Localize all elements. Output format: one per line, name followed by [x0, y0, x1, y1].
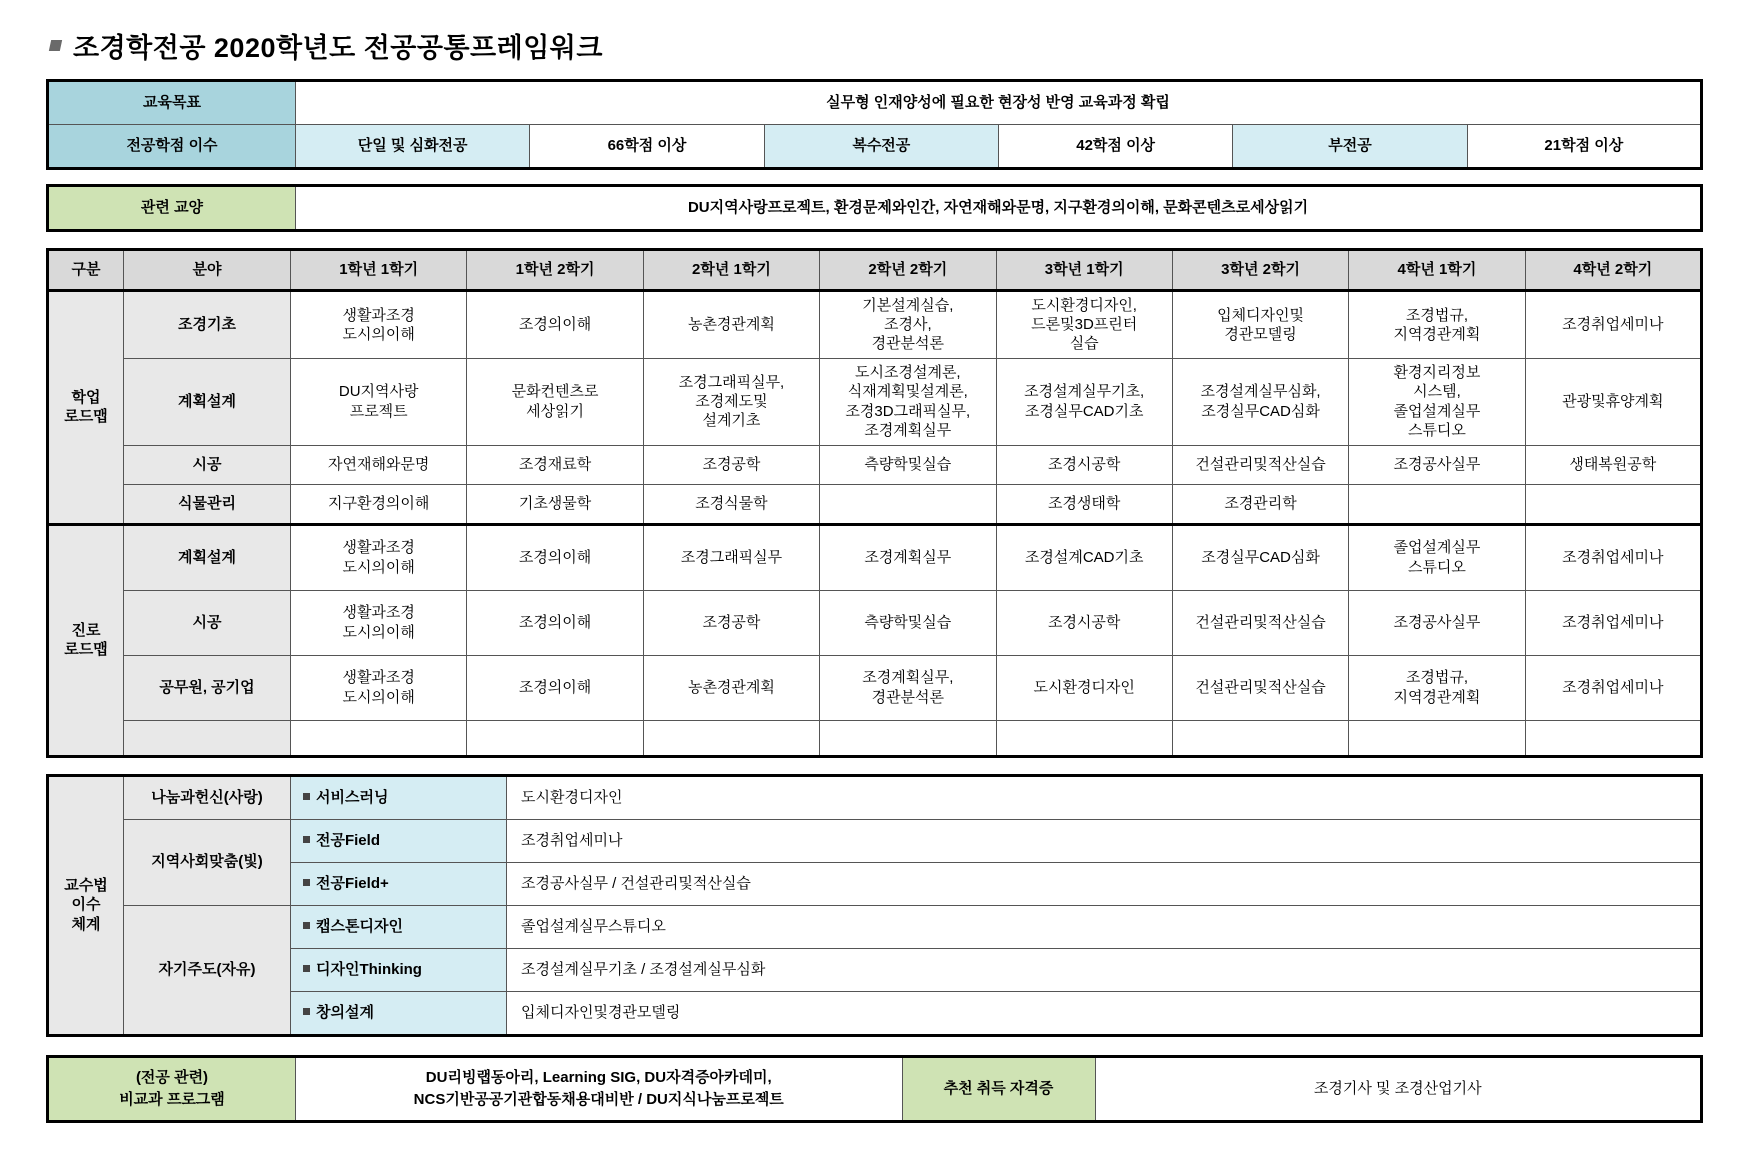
course-cell: 농촌경관계획 [643, 291, 819, 359]
course-cell: 조경취업세미나 [1525, 524, 1701, 590]
certification-value: 조경기사 및 조경산업기사 [1095, 1056, 1702, 1121]
course-cell: 측량학및실습 [820, 445, 996, 484]
header-gubun: 구분 [48, 250, 124, 291]
course-cell: 생활과조경 도시의이해 [291, 291, 467, 359]
page-title-text: 조경학전공 2020학년도 전공공통프레임워크 [73, 33, 603, 63]
table-row [48, 655, 1702, 720]
course-cell: 환경지리정보 시스템, 졸업설계실무 스튜디오 [1349, 358, 1525, 445]
credit-value-double: 42학점 이상 [998, 125, 1232, 169]
course-cell: 건설관리및적산실습 [1172, 655, 1348, 720]
course-cell: 조경시공학 [996, 445, 1172, 484]
teaching-tag [291, 991, 507, 1035]
course-cell: 건설관리및적산실습 [1172, 445, 1348, 484]
table-row [48, 445, 1702, 484]
course-cell: 생활과조경 도시의이해 [291, 524, 467, 590]
teaching-value: 졸업설계실무스튜디오 [507, 905, 1702, 948]
liberal-arts-label: 관련 교양 [48, 186, 296, 231]
field-label: 시공 [124, 590, 291, 655]
credits-label: 전공학점 이수 [48, 125, 296, 169]
extracurricular-label: (전공 관련) 비교과 프로그램 [48, 1056, 296, 1121]
course-cell: 졸업설계실무 스튜디오 [1349, 524, 1525, 590]
course-cell: 조경취업세미나 [1525, 590, 1701, 655]
course-cell: 조경의이해 [467, 291, 643, 359]
course-cell: 조경설계실무심화, 조경실무CAD심화 [1172, 358, 1348, 445]
teaching-tag-label: 서비스러닝 [316, 788, 389, 806]
teaching-tag [291, 948, 507, 991]
field-label: 식물관리 [124, 484, 291, 524]
course-cell: 조경식물학 [643, 484, 819, 524]
section-label-career: 진로 로드맵 [48, 524, 124, 756]
course-cell: 조경실무CAD심화 [1172, 524, 1348, 590]
course-cell: 조경재료학 [467, 445, 643, 484]
course-cell: 조경공학 [643, 590, 819, 655]
table-row [48, 1056, 1702, 1121]
header-y3s1: 3학년 1학기 [996, 250, 1172, 291]
course-cell [820, 720, 996, 756]
field-label: 조경기초 [124, 291, 291, 359]
course-cell: 생활과조경 도시의이해 [291, 590, 467, 655]
field-label: 시공 [124, 445, 291, 484]
table-row [48, 819, 1702, 862]
credit-type-minor: 부전공 [1233, 125, 1467, 169]
teaching-tag-label: 캡스톤디자인 [316, 917, 403, 935]
square-bullet-icon [303, 879, 310, 886]
extracurricular-programs: DU리빙랩동아리, Learning SIG, DU자격증아카데미, NCS기반공공기관합동채용대비반 / DU지식나눔프로젝트 [296, 1056, 903, 1121]
course-cell: 문화컨텐츠로 세상읽기 [467, 358, 643, 445]
goal-label: 교육목표 [48, 81, 296, 125]
field-label [124, 720, 291, 756]
teaching-group-label: 지역사회맞춤(빛) [124, 819, 291, 905]
teaching-tag-label: 창의설계 [316, 1003, 374, 1021]
header-y2s1: 2학년 1학기 [643, 250, 819, 291]
square-bullet-icon [303, 1008, 310, 1015]
course-cell: 지구환경의이해 [291, 484, 467, 524]
header-y4s1: 4학년 1학기 [1349, 250, 1525, 291]
course-cell: 조경설계실무기초, 조경실무CAD기초 [996, 358, 1172, 445]
teaching-tag-label: 디자인Thinking [316, 960, 422, 978]
teaching-tag [291, 862, 507, 905]
course-cell: 조경공학 [643, 445, 819, 484]
header-y4s2: 4학년 2학기 [1525, 250, 1701, 291]
field-label: 공무원, 공기업 [124, 655, 291, 720]
table-row [48, 720, 1702, 756]
table-row [48, 186, 1702, 231]
course-cell: 도시환경디자인 [996, 655, 1172, 720]
teaching-value: 조경취업세미나 [507, 819, 1702, 862]
footer-table [46, 1055, 1703, 1123]
table-row [48, 81, 1702, 125]
course-cell: 도시환경디자인, 드론및3D프린터 실습 [996, 291, 1172, 359]
table-row [48, 125, 1702, 169]
table-row [48, 905, 1702, 948]
course-cell: 조경의이해 [467, 655, 643, 720]
course-cell: 조경설계CAD기초 [996, 524, 1172, 590]
credit-value-minor: 21학점 이상 [1467, 125, 1701, 169]
course-cell [291, 720, 467, 756]
course-cell: 자연재해와문명 [291, 445, 467, 484]
course-cell: 조경공사실무 [1349, 590, 1525, 655]
table-row [48, 484, 1702, 524]
liberal-arts-table [46, 184, 1703, 232]
table-header-row [48, 250, 1702, 291]
header-y1s2: 1학년 2학기 [467, 250, 643, 291]
table-row [48, 524, 1702, 590]
course-cell: 조경그래픽실무, 조경제도및 설계기초 [643, 358, 819, 445]
course-cell: 생태복원공학 [1525, 445, 1701, 484]
course-cell: 도시조경설계론, 식재계획및설계론, 조경3D그래픽실무, 조경계획실무 [820, 358, 996, 445]
square-bullet-icon [303, 922, 310, 929]
header-y2s2: 2학년 2학기 [820, 250, 996, 291]
course-cell: 조경시공학 [996, 590, 1172, 655]
page-title [50, 26, 1703, 65]
teaching-group-label: 나눔과헌신(사랑) [124, 775, 291, 819]
square-bullet-icon [303, 793, 310, 800]
course-cell: 조경공사실무 [1349, 445, 1525, 484]
course-cell: 건설관리및적산실습 [1172, 590, 1348, 655]
course-cell: 입체디자인및 경관모델링 [1172, 291, 1348, 359]
course-cell: 조경법규, 지역경관계획 [1349, 291, 1525, 359]
course-cell: 조경취업세미나 [1525, 655, 1701, 720]
course-cell: 조경계획실무 [820, 524, 996, 590]
course-cell: 조경의이해 [467, 590, 643, 655]
bullet-icon [49, 40, 62, 51]
table-row [48, 862, 1702, 905]
credit-value-single: 66학점 이상 [530, 125, 764, 169]
course-cell: 측량학및실습 [820, 590, 996, 655]
teaching-tag [291, 775, 507, 819]
teaching-method-label: 교수법 이수 체계 [48, 775, 124, 1035]
teaching-tag-label: 전공Field [316, 831, 380, 849]
header-field: 분야 [124, 250, 291, 291]
course-cell [996, 720, 1172, 756]
teaching-tag-label: 전공Field+ [316, 874, 389, 892]
teaching-value: 입체디자인및경관모델링 [507, 991, 1702, 1035]
course-cell: 생활과조경 도시의이해 [291, 655, 467, 720]
course-cell [820, 484, 996, 524]
credit-type-double: 복수전공 [764, 125, 998, 169]
course-cell [1172, 720, 1348, 756]
square-bullet-icon [303, 836, 310, 843]
course-cell: 조경법규, 지역경관계획 [1349, 655, 1525, 720]
course-cell [1349, 484, 1525, 524]
square-bullet-icon [303, 965, 310, 972]
teaching-value: 도시환경디자인 [507, 775, 1702, 819]
header-y3s2: 3학년 2학기 [1172, 250, 1348, 291]
table-row [48, 358, 1702, 445]
course-cell: 조경계획실무, 경관분석론 [820, 655, 996, 720]
credit-type-single: 단일 및 심화전공 [296, 125, 530, 169]
teaching-method-table [46, 774, 1703, 1037]
liberal-arts-value: DU지역사랑프로젝트, 환경문제와인간, 자연재해와문명, 지구환경의이해, 문화콘텐츠로세상읽기 [296, 186, 1702, 231]
teaching-value: 조경설계실무기초 / 조경설계실무심화 [507, 948, 1702, 991]
course-cell: 조경의이해 [467, 524, 643, 590]
table-row [48, 291, 1702, 359]
field-label: 계획설계 [124, 358, 291, 445]
course-cell [1525, 484, 1701, 524]
header-y1s1: 1학년 1학기 [291, 250, 467, 291]
course-cell: 기본설계실습, 조경사, 경관분석론 [820, 291, 996, 359]
goal-value: 실무형 인재양성에 필요한 현장성 반영 교육과정 확립 [296, 81, 1702, 125]
course-cell: 조경취업세미나 [1525, 291, 1701, 359]
course-cell: 기초생물학 [467, 484, 643, 524]
roadmap-table [46, 248, 1703, 758]
table-row [48, 775, 1702, 819]
teaching-tag [291, 905, 507, 948]
course-cell: 조경관리학 [1172, 484, 1348, 524]
section-label-academic: 학업 로드맵 [48, 291, 124, 525]
certification-label: 추천 취득 자격증 [902, 1056, 1095, 1121]
course-cell: 관광및휴양계획 [1525, 358, 1701, 445]
course-cell: DU지역사랑 프로젝트 [291, 358, 467, 445]
table-row [48, 948, 1702, 991]
table-row [48, 991, 1702, 1035]
course-cell: 조경생태학 [996, 484, 1172, 524]
course-cell: 농촌경관계획 [643, 655, 819, 720]
teaching-value: 조경공사실무 / 건설관리및적산실습 [507, 862, 1702, 905]
table-row [48, 590, 1702, 655]
course-cell [643, 720, 819, 756]
teaching-tag [291, 819, 507, 862]
course-cell: 조경그래픽실무 [643, 524, 819, 590]
teaching-group-label: 자기주도(자유) [124, 905, 291, 1035]
course-cell [467, 720, 643, 756]
field-label: 계획설계 [124, 524, 291, 590]
course-cell [1525, 720, 1701, 756]
course-cell [1349, 720, 1525, 756]
goal-table [46, 79, 1703, 170]
